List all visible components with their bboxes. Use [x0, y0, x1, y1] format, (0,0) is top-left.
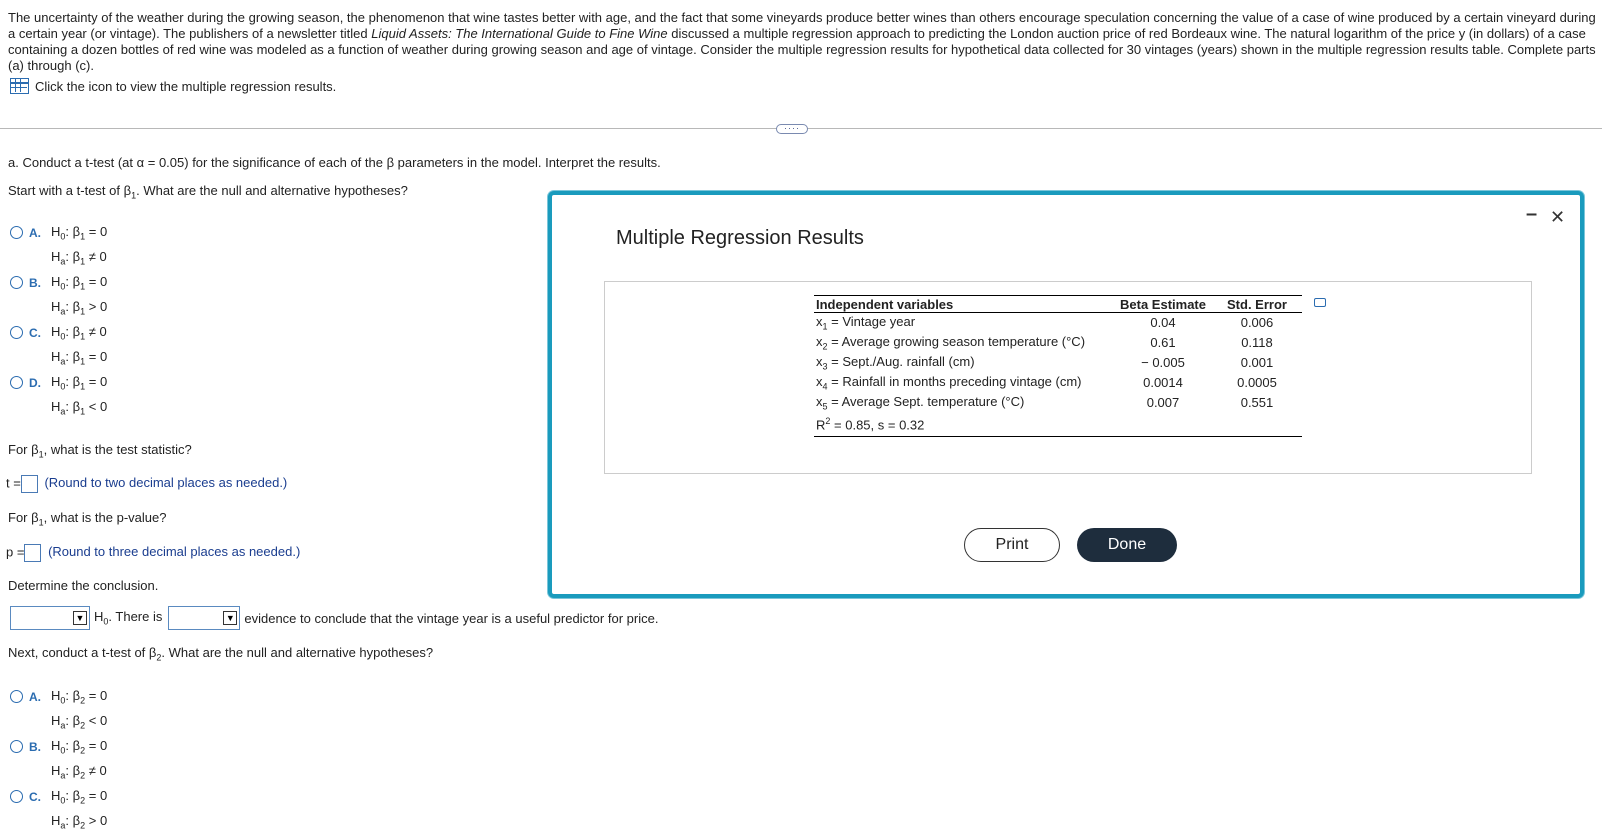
problem-intro: [8, 10, 1598, 74]
conclusion-row: [10, 606, 658, 630]
table-row: $x_5$ = Average Sept. temperature (°C) 0.007 0.551: [816, 393, 1274, 412]
intro-text-1: The uncertainty of the weather during the growing season, the phenomenon that wine tastes better with age, and the fact that some vineyards produce better wines than others encourage speculation concerning the value of a case of wine produced by a certain vineyard during a certain year (or vintage). The publishers of a newsletter titled: [8, 10, 1596, 41]
intro-text-2: discussed a multiple regression approach to predicting the London auction price of red Bordeaux wine. The natural logarithm of the price y (in dollars) of a case containing a dozen bottles of red wine was modeled as a function of weather during growing season and age of vintage. Consider the multiple regression results for hypothetical data collected for 30 vintages (years) shown in the multiple regression results table. Complete parts (a) through (c).: [8, 26, 1596, 73]
null-hypothesis: $H_0$: $\beta_2 = 0$: [51, 688, 108, 706]
expand-dots-button[interactable]: ····: [776, 124, 808, 134]
table-row: $x_1$ = Vintage year 0.04 0.006: [816, 313, 1274, 332]
null-hypothesis: $H_0$: $\beta_2 = 0$: [51, 738, 108, 756]
beta1-option-a[interactable]: A. $H_0$: $\beta_1 = 0$ $H_a$: $\beta_1 \ne 0$: [10, 224, 107, 274]
t-hint: (Round to two decimal places as needed.): [44, 475, 288, 491]
conclusion-end: evidence to conclude that the vintage year is a useful predictor for price.: [244, 610, 659, 626]
p-value-row: [6, 544, 300, 562]
header-beta: Beta Estimate: [1114, 296, 1212, 313]
evidence-dropdown[interactable]: [168, 606, 240, 630]
newsletter-title: Liquid Assets: The International Guide to Fine Wine: [371, 26, 668, 41]
radio-button[interactable]: [10, 326, 23, 339]
radio-button[interactable]: [10, 790, 23, 803]
r-squared: $R^2 = 0.85$, s = 0.32: [814, 413, 1302, 437]
alt-hypothesis: $H_a$: $\beta_1 = 0$: [51, 348, 108, 367]
dropdown-arrow-icon[interactable]: ▼: [223, 611, 237, 625]
copy-table-icon[interactable]: [1314, 298, 1326, 307]
table-row: $x_2$ = Average growing season temperature (°C) 0.61 0.118: [816, 333, 1273, 352]
radio-button[interactable]: [10, 276, 23, 289]
table-row: $x_4$ = Rainfall in months preceding vintage (cm) 0.0014 0.0005: [816, 373, 1277, 392]
view-results-text[interactable]: Click the icon to view the multiple regression results.: [35, 78, 337, 94]
beta1-option-c[interactable]: C. $H_0$: $\beta_1 \ne 0$ $H_a$: $\beta_1 = 0$: [10, 324, 107, 374]
table-row: $x_3$ = Sept./Aug. rainfall (cm) − 0.005 0.001: [816, 353, 1274, 372]
minimize-icon[interactable]: –: [1526, 203, 1538, 225]
reject-dropdown[interactable]: [10, 606, 90, 630]
modal-title: Multiple Regression Results: [616, 227, 864, 249]
dropdown-arrow-icon[interactable]: ▼: [73, 611, 87, 625]
pvalue-prompt: For $\beta_1$, what is the p-value?: [8, 510, 167, 528]
beta1-prompt: Start with a t-test of $\beta_1$. What are the null and alternative hypotheses?: [8, 183, 408, 201]
t-stat-input[interactable]: [21, 475, 38, 493]
radio-button[interactable]: [10, 226, 23, 239]
test-stat-prompt: For $\beta_1$, what is the test statistic?: [8, 442, 192, 460]
alt-hypothesis: $H_a$: $\beta_2 \ne 0$: [51, 762, 107, 781]
regression-table: [814, 295, 1302, 437]
done-button[interactable]: Done: [1077, 528, 1177, 562]
alt-hypothesis: $H_a$: $\beta_2 < 0$: [51, 712, 108, 731]
p-hint: (Round to three decimal places as needed.): [48, 544, 301, 560]
print-button[interactable]: Print: [964, 528, 1060, 562]
null-hypothesis: $H_0$: $\beta_1 = 0$: [51, 224, 108, 242]
alt-hypothesis: $H_a$: $\beta_1 > 0$: [51, 298, 108, 317]
radio-button[interactable]: [10, 376, 23, 389]
beta2-prompt: Next, conduct a t-test of $\beta_2$. What are the null and alternative hypotheses?: [8, 645, 434, 663]
beta2-option-b[interactable]: B. $H_0$: $\beta_2 = 0$ $H_a$: $\beta_2 \ne 0$: [10, 738, 107, 788]
radio-button[interactable]: [10, 690, 23, 703]
beta1-options: [10, 224, 107, 424]
header-stderr: Std. Error: [1212, 296, 1302, 313]
beta1-option-d[interactable]: D. $H_0$: $\beta_1 = 0$ $H_a$: $\beta_1 < 0$: [10, 374, 107, 424]
t-stat-row: [6, 475, 287, 493]
null-hypothesis: $H_0$: $\beta_2 = 0$: [51, 788, 108, 806]
beta2-option-c[interactable]: C. $H_0$: $\beta_2 = 0$ $H_a$: $\beta_2 > 0$: [10, 788, 107, 830]
table-footer-row: [814, 413, 1302, 437]
alt-hypothesis: $H_a$: $\beta_1 < 0$: [51, 398, 108, 417]
null-hypothesis: $H_0$: $\beta_1 \ne 0$: [51, 324, 107, 342]
alt-hypothesis: $H_a$: $\beta_2 > 0$: [51, 812, 108, 830]
null-hypothesis: $H_0$: $\beta_1 = 0$: [51, 374, 108, 392]
beta2-options: [10, 688, 107, 830]
conclusion-h0: $H_0$. There is: [94, 609, 163, 627]
t-label: t =: [6, 475, 21, 491]
table-icon[interactable]: [10, 78, 29, 94]
p-label: p =: [6, 544, 25, 560]
header-variables: Independent variables: [814, 296, 1114, 313]
conclusion-prompt: Determine the conclusion.: [8, 578, 159, 593]
alt-hypothesis: $H_a$: $\beta_1 \ne 0$: [51, 248, 107, 267]
null-hypothesis: $H_0$: $\beta_1 = 0$: [51, 274, 108, 292]
beta1-option-b[interactable]: B. $H_0$: $\beta_1 = 0$ $H_a$: $\beta_1 > 0$: [10, 274, 107, 324]
beta2-option-a[interactable]: A. $H_0$: $\beta_2 = 0$ $H_a$: $\beta_2 < 0$: [10, 688, 107, 738]
part-a-prompt: a. Conduct a t-test (at α = 0.05) for the significance of each of the β parameters in the model. Interpret the results.: [8, 155, 661, 170]
view-results-link[interactable]: [10, 78, 336, 94]
regression-results-modal: [548, 191, 1584, 598]
radio-button[interactable]: [10, 740, 23, 753]
close-icon[interactable]: ✕: [1550, 207, 1566, 227]
p-value-input[interactable]: [24, 544, 41, 562]
table-header-row: [814, 296, 1302, 313]
